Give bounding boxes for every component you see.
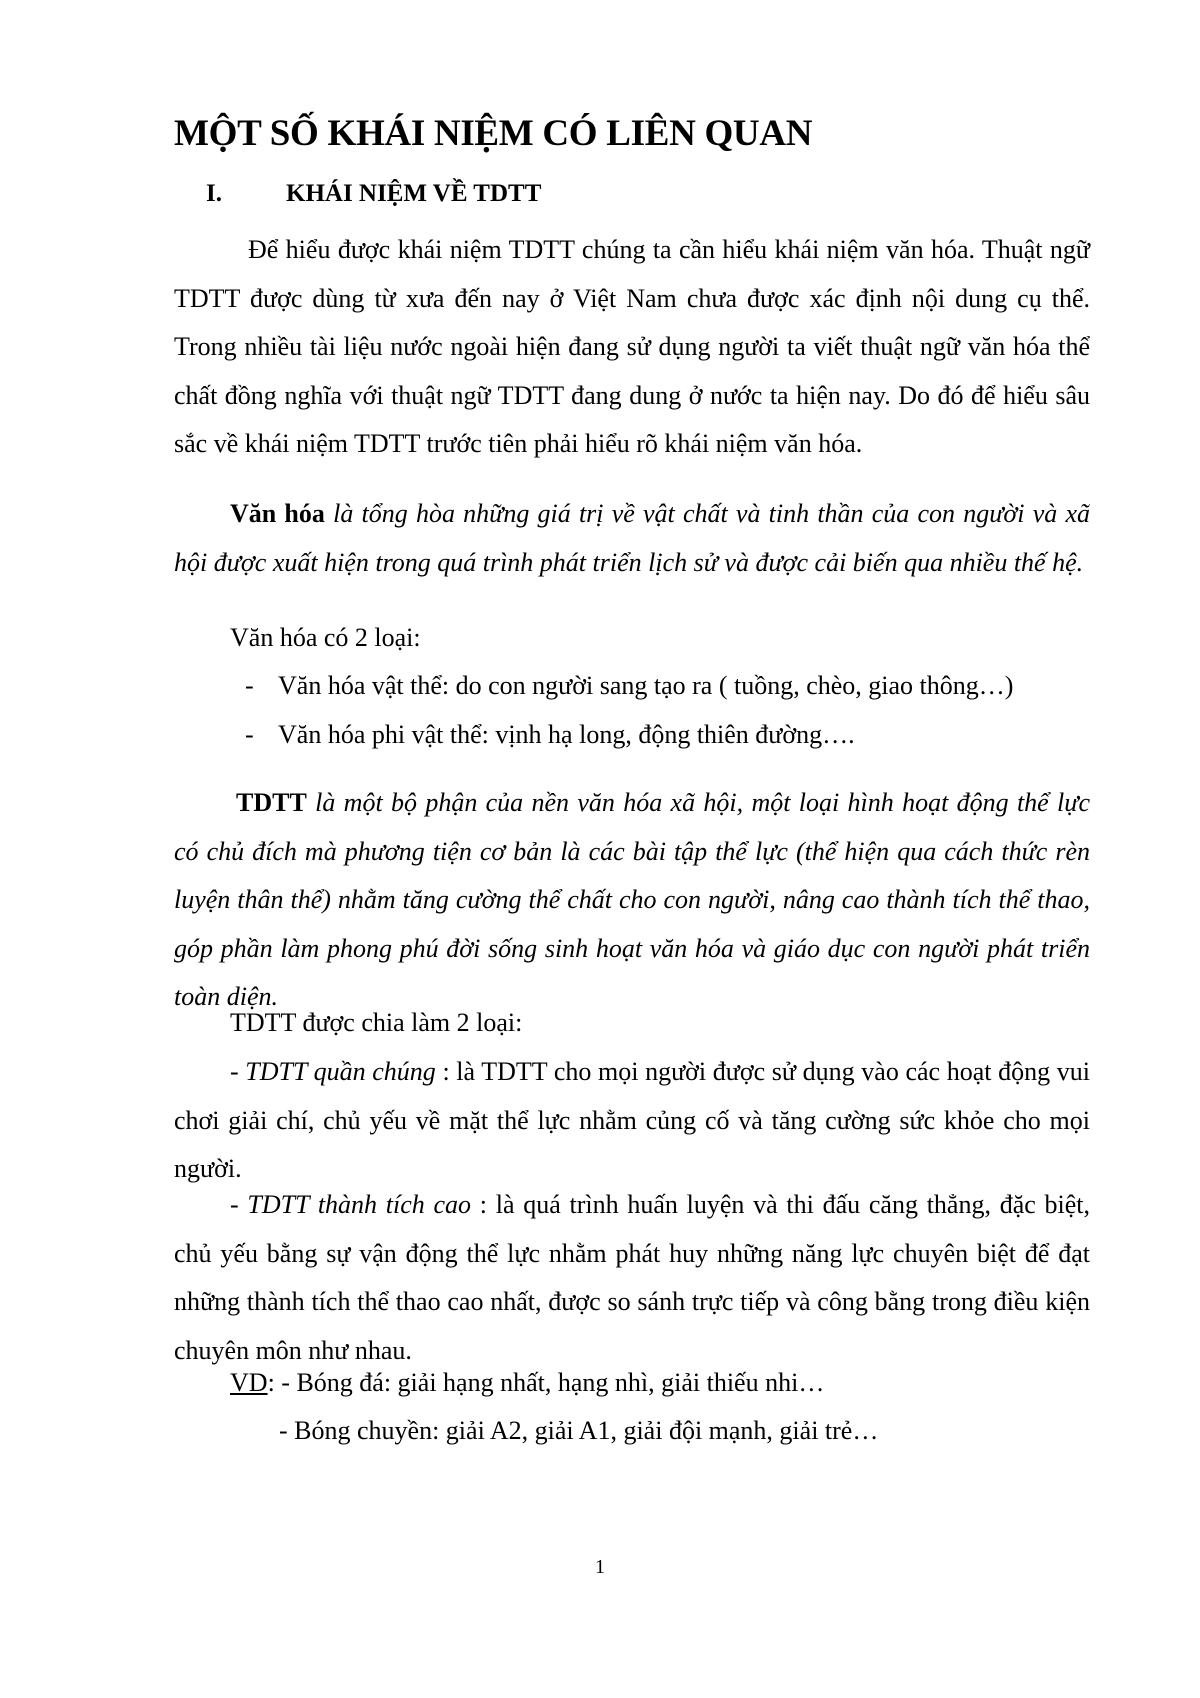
tdtt-mass-paragraph [174, 1048, 1090, 1194]
tdtt-definition [174, 779, 1090, 1022]
tdtt-elite-term: TDTT thành tích cao [247, 1190, 472, 1219]
example-football: - Bóng đá: giải hạng nhất, hạng nhì, giải thiếu nhi… [274, 1368, 825, 1397]
culture-type-intangible: Văn hóa phi vật thể: vịnh hạ long, động thiên đường…. [278, 720, 855, 749]
tdtt-types-heading: TDTT được chia làm 2 loại: [230, 1008, 523, 1037]
section-heading [206, 180, 541, 208]
dash-prefix: - [230, 1190, 248, 1219]
culture-type-tangible: Văn hóa vật thể: do con người sang tạo ra ( tuồng, chèo, giao thông…) [278, 671, 1014, 700]
tdtt-mass-term: TDTT quần chúng [245, 1057, 436, 1086]
example-volleyball: - Bóng chuyền: giải A2, giải A1, giải đội mạnh, giải trẻ… [279, 1416, 879, 1445]
culture-definition-text: là tổng hòa những giá trị về vật chất và tinh thần của con người và xã hội được xuất hiện trong quá trình phát triển lịch sử và được cải biến qua nhiều thế hệ. [174, 499, 1090, 577]
tdtt-mass-text: : là TDTT cho mọi người được sử dụng vào các hoạt động vui chơi giải chí, chủ yếu về mặt thể lực nhằm củng cố và tăng cường sức khỏe cho mọi người. [174, 1057, 1090, 1183]
section-number: I. [206, 180, 222, 207]
tdtt-term: TDTT [236, 788, 307, 817]
tdtt-definition-text: là một bộ phận của nền văn hóa xã hội, một loại hình hoạt động thể lực có chủ đích mà phương tiện cơ bản là các bài tập thể lực (thể hiện qua cách thức rèn luyện thân thể) nhằm tăng cường thể chất cho con người, nâng cao thành tích thể thao, góp phần làm phong phú đời sống sinh hoạt văn hóa và giáo dục con người phát triển toàn diện. [174, 788, 1090, 1011]
page-title: MỘT SỐ KHÁI NIỆM CÓ LIÊN QUAN [174, 113, 813, 154]
tdtt-elite-text: : là quá trình huấn luyện và thi đấu căng thẳng, đặc biệt, chủ yếu bằng sự vận động thể lực nhằm phát huy những năng lực chuyên biệt để đạt những thành tích thể thao cao nhất, được so sánh trực tiếp và công bằng trong điều kiện chuyên môn như nhau. [174, 1190, 1091, 1365]
tdtt-elite-paragraph [174, 1181, 1090, 1375]
section-label: KHÁI NIỆM VỀ TDTT [286, 180, 542, 207]
intro-paragraph: Để hiểu được khái niệm TDTT chúng ta cần hiểu khái niệm văn hóa. Thuật ngữ TDTT được dùng từ xưa đến nay ở Việt Nam chưa được xác định nội dung cụ thể. Trong nhiều tài liệu nước ngoài hiện đang sử dụng người ta viết thuật ngữ văn hóa thể chất đồng nghĩa với thuật ngữ TDTT đang dung ở nước ta hiện nay. Do đó để hiểu sâu sắc về khái niệm TDTT trước tiên phải hiểu rõ khái niệm văn hóa. [174, 235, 1090, 458]
page-number: 1 [595, 1556, 605, 1578]
example-label: VD [230, 1368, 268, 1397]
culture-definition [174, 490, 1090, 587]
example-line [279, 1416, 878, 1446]
culture-types-heading: Văn hóa có 2 loại: [230, 623, 421, 652]
list-item: - Văn hóa phi vật thể: vịnh hạ long, động thiên đường…. [245, 720, 855, 749]
culture-term: Văn hóa [230, 499, 325, 528]
example-colon: : [267, 1368, 275, 1397]
list-item: - Văn hóa vật thể: do con người sang tạo ra ( tuồng, chèo, giao thông…) [245, 671, 1014, 700]
dash-prefix: - [230, 1057, 246, 1086]
example-line [230, 1368, 824, 1398]
